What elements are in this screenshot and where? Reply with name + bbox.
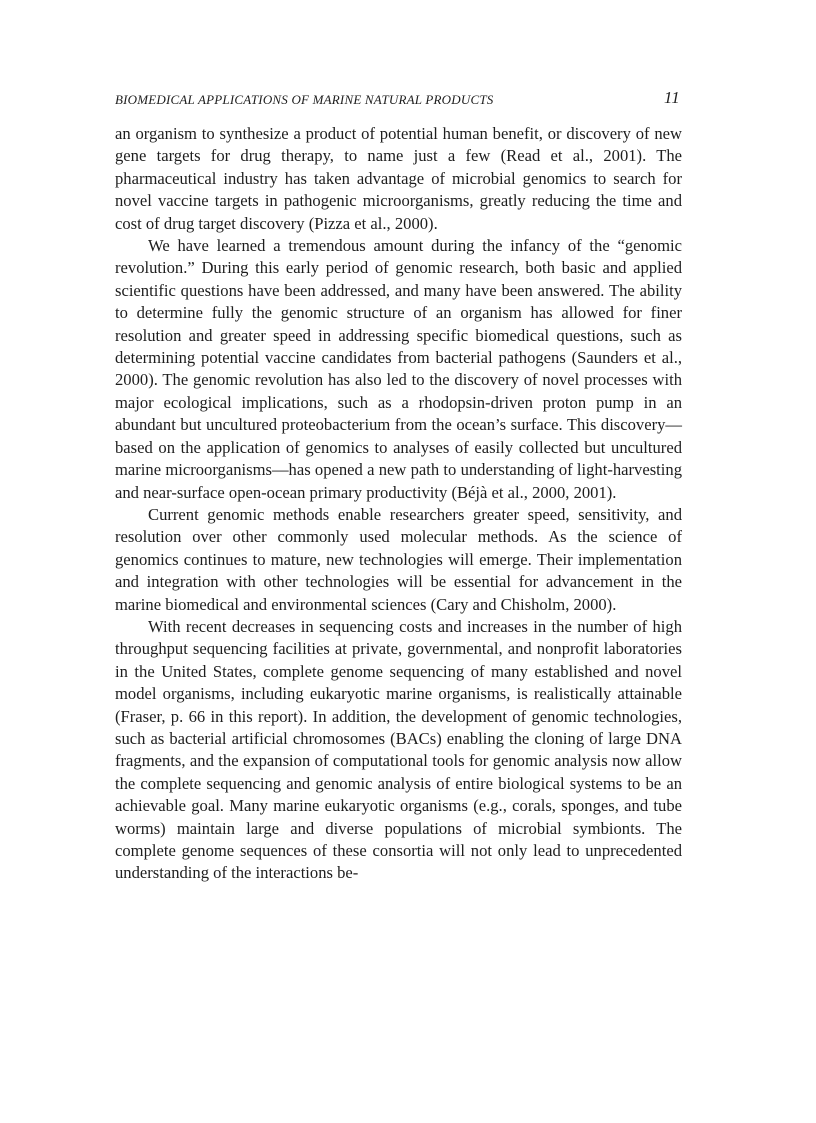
running-header (115, 88, 682, 112)
running-title: BIOMEDICAL APPLICATIONS OF MARINE NATURAL PRODUCTS (115, 92, 494, 107)
paragraph-sequencing-costs: With recent decreases in sequencing costs and increases in the number of high throughput sequencing facilities at private, governmental, and nonprofit laboratories in the United States, complete genome sequencing of many established and novel model organisms, including eukaryotic marine organisms, is realistically attainable (Fraser, p. 66 in this report). In addition, the development of genomic technologies, such as bacterial artificial chromosomes (BACs) enabling the cloning of large DNA fragments, and the expansion of computational tools for genomic analysis now allow the complete sequencing and genomic analysis of entire biological systems to be an achievable goal. Many marine eukaryotic organisms (e.g., corals, sponges, and tube worms) maintain large and diverse populations of microbial symbionts. The complete genome sequences of these consortia will not only lead to unprecedented understanding of the interactions be- (115, 616, 682, 883)
body-text (115, 123, 682, 885)
paragraph-genomic-revolution: We have learned a tremendous amount during the infancy of the “genomic revolution.” During this early period of genomic research, both basic and applied scientific questions have been addressed, and many have been answered. The ability to determine fully the genomic structure of an organism has allowed for finer resolution and greater speed in addressing specific biomedical questions, such as determining potential vaccine candidates from bacterial pathogens (Saunders et al., 2000). The genomic revolution has also led to the discovery of novel processes with major ecological implications, such as a rhodopsin-driven proton pump in an abundant but uncultured proteobacterium from the ocean’s surface. This discovery—based on the application of genomics to analyses of easily collected but uncultured marine microorganisms—has opened a new path to understanding of light-harvesting and near-surface open-ocean primary productivity (Béjà et al., 2000, 2001). (115, 236, 682, 502)
document-page (115, 88, 682, 885)
paragraph-current-methods: Current genomic methods enable researchers greater speed, sensitivity, and resolution over other commonly used molecular methods. As the science of genomics continues to mature, new technologies will emerge. Their implementation and integration with other technologies will be essential for advancement in the marine biomedical and environmental sciences (Cary and Chisholm, 2000). (115, 504, 682, 614)
page-number: 11 (663, 88, 680, 107)
paragraph-continued: an organism to synthesize a product of potential human benefit, or discovery of new gene targets for drug therapy, to name just a few (Read et al., 2001). The pharmaceutical industry has taken advantage of microbial genomics to search for novel vaccine targets in pathogenic microorganisms, greatly reducing the time and cost of drug target discovery (Pizza et al., 2000). (115, 124, 682, 233)
